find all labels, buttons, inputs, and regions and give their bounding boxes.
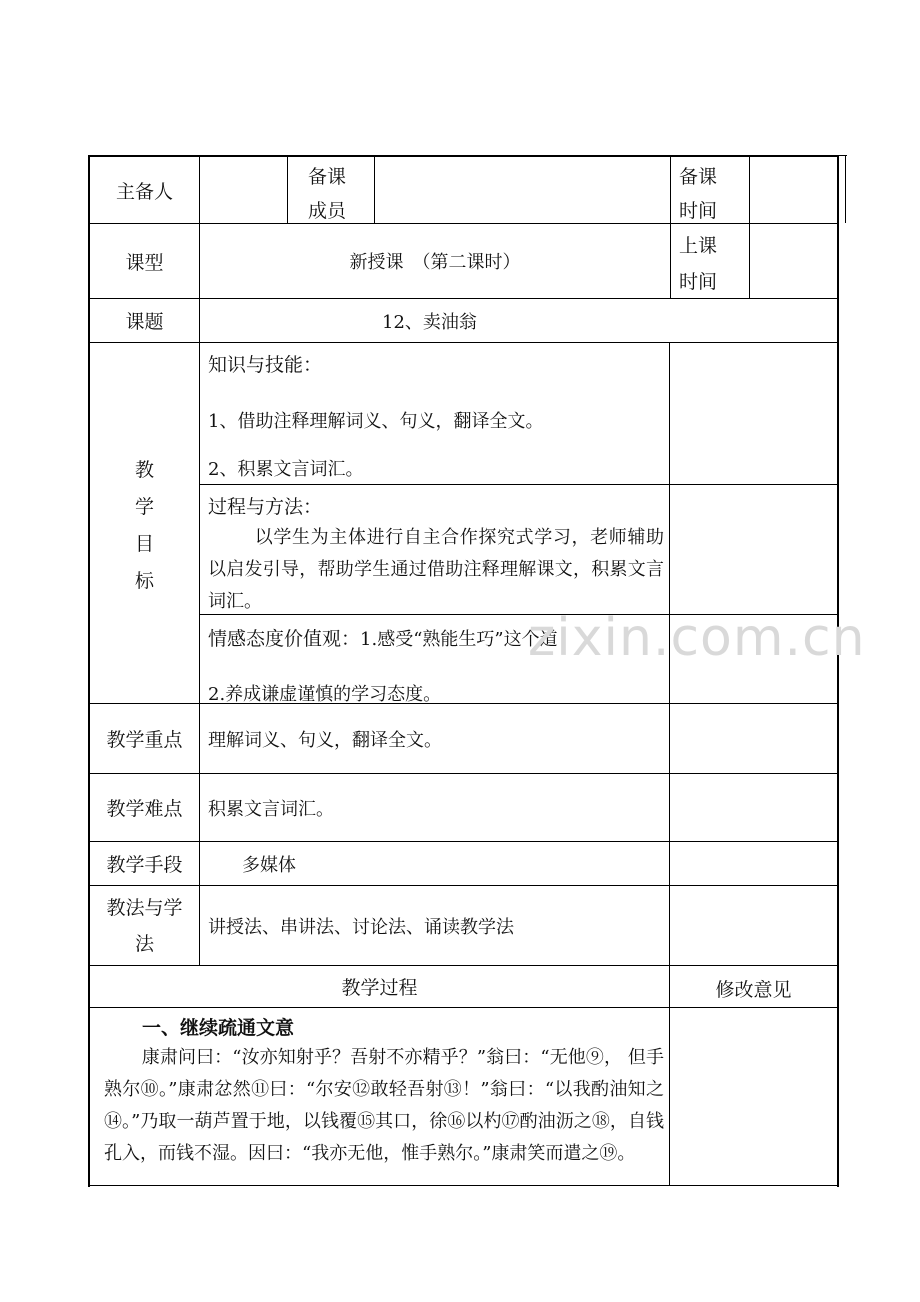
teaching-means-value: 多媒体: [242, 854, 296, 876]
emotion-text-2: 2.养成谦虚谨慎的学习态度。: [208, 684, 442, 705]
hline-row3: [88, 342, 839, 343]
lesson-type-label: 课型: [125, 251, 164, 274]
revision-header: 修改意见: [715, 979, 792, 1001]
vline-r12-d: [749, 155, 750, 298]
process-method-text: 以学生为主体进行自主合作探究式学习，老师辅助以启发引导，帮助学生通过借助注释理解课文，积累文言词汇。: [208, 527, 664, 612]
key-points-value: 理解词义、句义，翻译全文。: [208, 729, 442, 751]
process-method-heading: 过程与方法：: [208, 496, 323, 518]
key-points-label: 教学重点: [106, 729, 183, 751]
prep-members-label: 备课 成员: [308, 166, 347, 222]
vline-revision-col: [669, 342, 670, 1185]
table-border-bottom: [88, 1185, 839, 1186]
teaching-process-header: 教学过程: [341, 977, 418, 999]
lesson-topic-value: 12、卖油翁: [382, 311, 477, 333]
difficulties-value: 积累文言词汇。: [208, 798, 334, 820]
watermark: zixin.com.cn: [528, 608, 866, 668]
row1-overhang-vertical: [845, 155, 846, 223]
vline-r1-b: [374, 155, 375, 223]
teaching-means-label: 教学手段: [106, 854, 183, 876]
emotion-text-1: 1.感受“熟能生巧”这个道: [360, 629, 558, 650]
knowledge-item-1: 1、借助注释理解词义、句义，翻译全文。: [208, 411, 544, 432]
lesson-topic-label: 课题: [125, 311, 164, 333]
methods-value: 讲授法、串讲法、讨论法、诵读教学法: [208, 916, 514, 938]
lesson-type-value: 新授课 （第二课时）: [349, 252, 521, 273]
difficulties-label: 教学难点: [106, 798, 183, 820]
knowledge-item-2: 2、积累文言词汇。: [208, 459, 364, 480]
emotion-heading: 情感态度价值观：: [208, 628, 361, 650]
lead-preparer-label: 主备人: [115, 180, 173, 203]
table-border-right: [837, 155, 839, 1187]
knowledge-heading: 知识与技能：: [208, 354, 323, 376]
hline-knowledge: [200, 484, 839, 485]
section-1-text: 康肃问曰：“汝亦知射乎？吾射不亦精乎？”翁曰：“无他⑨， 但手熟尔⑩。”康肃忿然⑪曰：“尔安⑫敢轻吾射⑬！”翁曰：“以我酌油知之⑭。”乃取一葫芦置于地，以钱覆⑮其口，徐⑯以杓⑰酌油沥之⑱，自钱孔入，而钱不湿。因曰：“我亦无他，惟手熟尔。”康肃笑而遣之⑲。: [104, 1047, 664, 1164]
methods-label: 教法与学 法: [106, 896, 183, 955]
table-border-top: [88, 155, 839, 157]
emotion-line-1: [208, 624, 668, 654]
objectives-label: 教 学 目 标: [134, 459, 154, 592]
prep-time-label: 备课 时间: [679, 166, 718, 222]
hline-process-header: [88, 1007, 839, 1008]
section-1-heading: 一、继续疏通文意: [142, 1017, 295, 1039]
class-time-label: 上课 时间: [679, 235, 718, 293]
